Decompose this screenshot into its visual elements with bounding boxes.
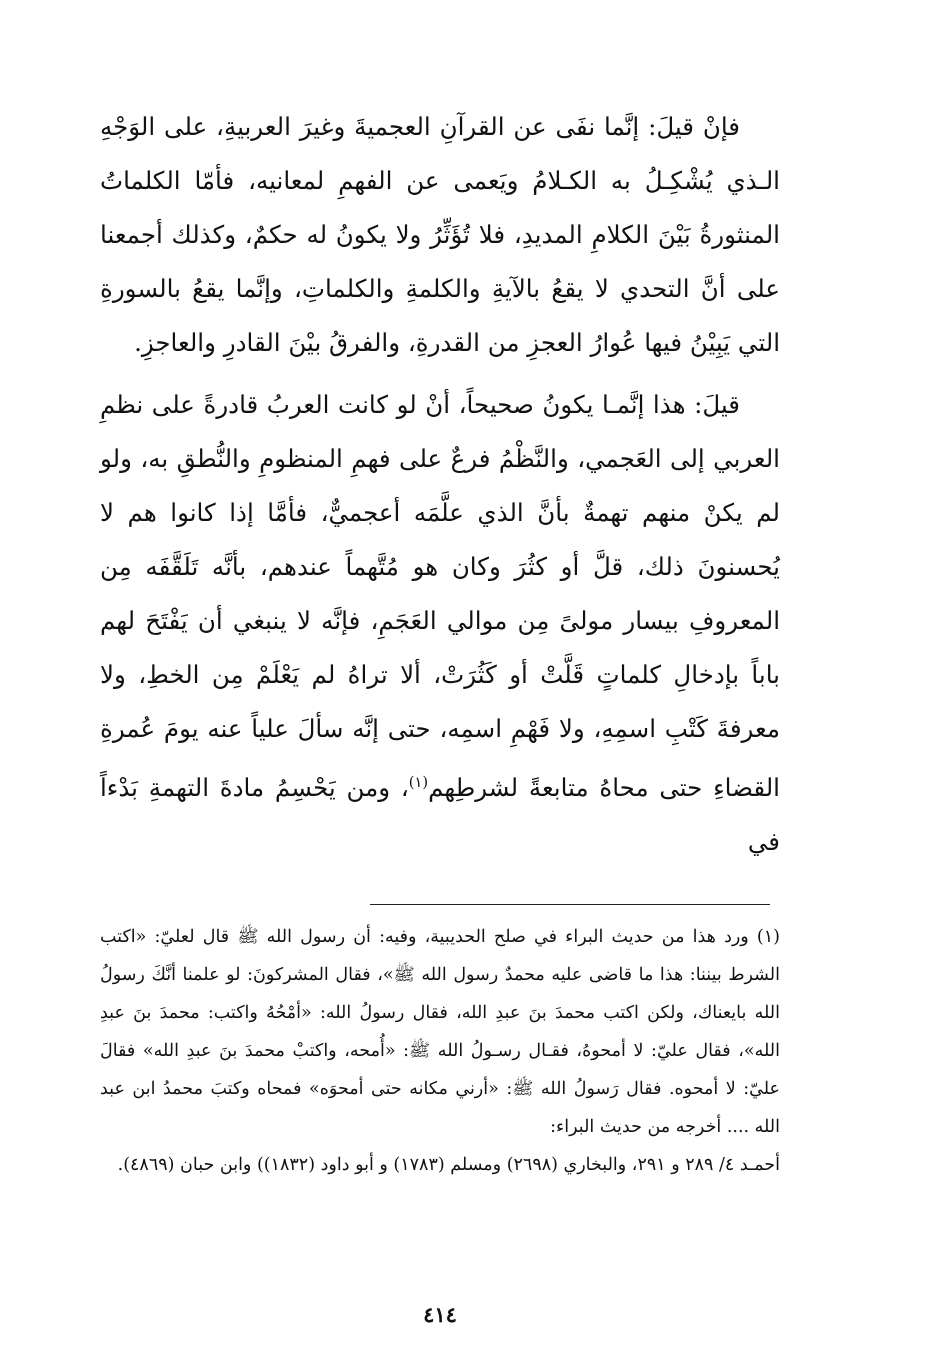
paragraph-objection: فإنْ قيلَ: إنَّما نفَى عن القرآنِ العجميةَ وغيرَ العربيةِ، على الوَجْهِ الـذي يُشْكِـلُ به الكـلامُ ويَعمى عن الفهمِ لمعانيه، فأمّا الكلماتُ المنثورةُ بَيْنَ الكلامِ المديدِ، فلا تُؤَثِّرُ ولا يكونُ له حكمٌ، وكذلك أجمعنا على أنَّ التحدي لا يقعُ بالآيةِ والكلمةِ والكلماتِ، وإنَّما يقعُ بالسورةِ التي يَبِيْنُ فيها عُوارُ العجزِ من القدرةِ، والفرقُ بيْنَ القادرِ والعاجزِ. bbox=[100, 112, 780, 357]
book-page bbox=[100, 100, 780, 1327]
footnote-1: (١) ورد هذا من حديث البراء في صلح الحديبية، وفيه: أن رسول الله ﷺ قال لعليّ: «اكتب الشرط بيننا: هذا ما قاضى عليه محمدٌ رسول الله ﷺ»، فقال المشركونَ: لو علمنا أنَّكَ رسولُ الله بايعناك، ولكن اكتب محمدَ بنَ عبدِ الله، فقال رسولُ الله: «أمْحُهُ واكتب: محمدَ بنَ عبدِ الله»، فقال عليّ: لا أمحوهُ، فقـال رسـولُ الله ﷺ: «أُمحه، واكتبْ محمدَ بنَ عبدِ الله» فقالَ عليّ: لا أمحوه. فقال رَسولُ الله ﷺ: «أرني مكانه حتى أمحوَه» فمحاه وكتبَ محمدُ ابن عبد الله .... أخرجه من حديث البراء: bbox=[100, 927, 780, 1137]
footnotes-section bbox=[100, 918, 780, 1184]
footnote-divider bbox=[370, 904, 770, 905]
reply-text: قيلَ: هذا إنَّمـا يكونُ صحيحاً، أنْ لو كانت العربُ قادرةً على نظمِ العربي إلى العَجمي، والنَّظْمُ فرعٌ على فهمِ المنظومِ والنُّطقِ به، ولو لم يكنْ منهم تهمةٌ بأنَّ الذي علَّمَه أعجميٌّ، فأمَّا إذا كانوا هم لا يُحسنونَ ذلك، قلَّ أو كثُرَ وكان هو مُتَّهماً عندهم، بأنَّه تَلَقَّفَه مِن المعروفِ بيسار مولىً مِن موالي العَجَمِ، فإنَّه لا ينبغي أن يَفْتَحَ لهم باباً بإدخالِ كلماتٍ قَلَّتْ أو كَثُرَتْ، ألا تراهُ لم يَعْلَمْ مِن الخطِ، ولا معرفةَ كَتْبِ اسمِهِ، ولا فَهْمِ اسمِه، حتى إنَّه سألَ علياً عنه يومَ عُمرةِ القضاءِ حتى محاهُ متابعةً لشرطِهم bbox=[100, 390, 780, 803]
footnote-marker: (١) bbox=[408, 774, 429, 791]
footnote-references: أحمـد ٤/ ٢٨٩ و ٢٩١، والبخاري (٢٦٩٨) ومسلم (١٧٨٣) و أبو داود (١٨٣٢)) وابن حبان (٤٨٦٩). bbox=[117, 1155, 780, 1175]
page-number: ٤١٤ bbox=[423, 1302, 457, 1327]
main-text bbox=[100, 100, 780, 869]
reply-text-end: ، ومن يَحْسِمُ مادةَ التهمةِ بَدْءاً في bbox=[100, 773, 780, 857]
paragraph-reply bbox=[100, 378, 780, 869]
